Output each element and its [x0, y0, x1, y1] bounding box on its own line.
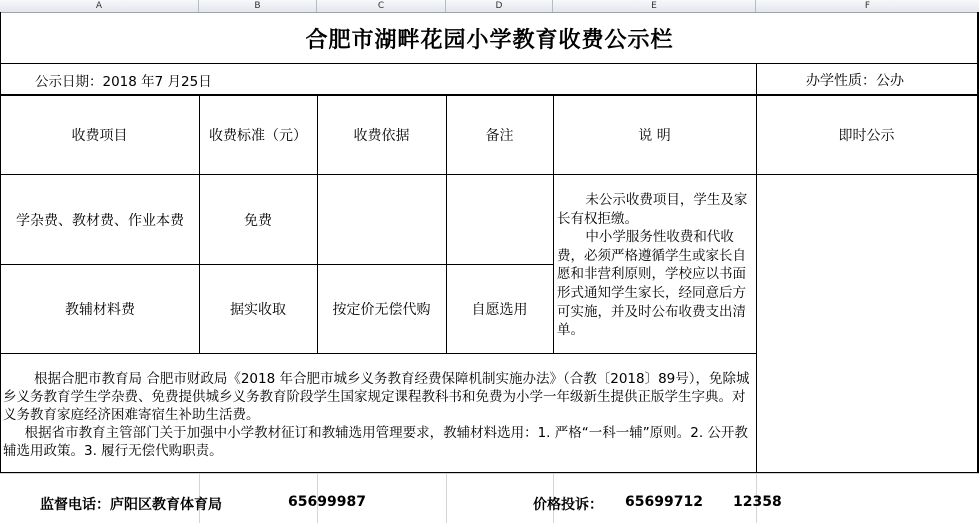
border-line	[0, 63, 979, 64]
column-header-d[interactable]: D	[446, 0, 553, 12]
notes-cell[interactable]	[3, 370, 750, 460]
column-header-c[interactable]: C	[317, 0, 446, 12]
grid-line	[446, 473, 447, 523]
header-remark[interactable]: 备注	[485, 128, 514, 144]
notes-paragraph: 根据合肥市教育局 合肥市财政局《2018 年合肥市城乡义务教育经费保障机制实施办法》（合教〔2018〕89号），免除城乡义务教育学生学杂费、免费提供城乡义务教育阶段学生国家规定课程教科书和免费为小学一年级新生提供正版学生字典。对义务教育家庭经济困难寄宿生补助生活费。	[3, 371, 750, 423]
complaint-phone[interactable]: 65699712	[625, 494, 703, 510]
supervision-phone[interactable]: 65699987	[288, 494, 366, 510]
explanation-paragraph: 中小学服务性收费和代收费，必须严格遵循学生或家长自愿和非营利原则，学校应以书面形式通知学生家长，经同意后方可实施，并及时公布收费支出清单。	[557, 229, 746, 339]
column-header-f[interactable]: F	[864, 1, 871, 11]
complaint-label[interactable]: 价格投诉：	[533, 497, 603, 513]
column-header-a[interactable]: A	[0, 0, 199, 12]
sheet-title[interactable]: 合肥市湖畔花园小学教育收费公示栏	[305, 28, 674, 53]
supervision-label[interactable]: 监督电话：庐阳区教育体育局	[40, 497, 222, 513]
header-fee-basis[interactable]: 收费依据	[353, 128, 410, 144]
row1-basis-cell[interactable]	[317, 175, 446, 264]
border-line	[0, 472, 979, 473]
header-explanation[interactable]: 说 明	[638, 128, 671, 144]
explanation-cell[interactable]	[557, 191, 751, 340]
header-instant-publicity[interactable]: 即时公示	[838, 128, 895, 144]
complaint-phone[interactable]: 12358	[733, 494, 782, 510]
column-header-e[interactable]: E	[553, 0, 756, 12]
row2-standard-cell[interactable]: 据实收取	[230, 302, 286, 318]
instant-publicity-cell[interactable]	[757, 175, 977, 472]
header-fee-standard[interactable]: 收费标准（元）	[209, 128, 307, 144]
publish-date-cell[interactable]: 公示日期：2018 年7 月25日	[35, 74, 212, 90]
row1-item-cell[interactable]: 学杂费、教材费、作业本费	[16, 212, 184, 229]
notes-paragraph: 根据省市教育主管部门关于加强中小学教材征订和教辅选用管理要求，教辅材料选用：1. 严格“一科一辅”原则。2. 公开教辅选用政策。3. 履行无偿代购职责。	[3, 425, 748, 459]
row2-basis-cell[interactable]: 按定价无偿代购	[332, 302, 431, 318]
school-type-cell[interactable]: 办学性质：公办	[806, 73, 904, 89]
explanation-paragraph: 未公示收费项目，学生及家长有权拒缴。	[557, 192, 748, 227]
column-header-bar	[0, 0, 979, 13]
header-fee-item[interactable]: 收费项目	[71, 128, 128, 144]
column-header-b[interactable]: B	[199, 0, 317, 12]
row1-standard-cell[interactable]: 免费	[244, 212, 272, 229]
row1-remark-cell[interactable]	[446, 175, 553, 264]
grid-line	[0, 473, 979, 474]
row2-item-cell[interactable]: 教辅材料费	[65, 302, 135, 318]
row2-remark-cell[interactable]: 自愿选用	[471, 302, 528, 318]
border-line	[0, 353, 756, 354]
